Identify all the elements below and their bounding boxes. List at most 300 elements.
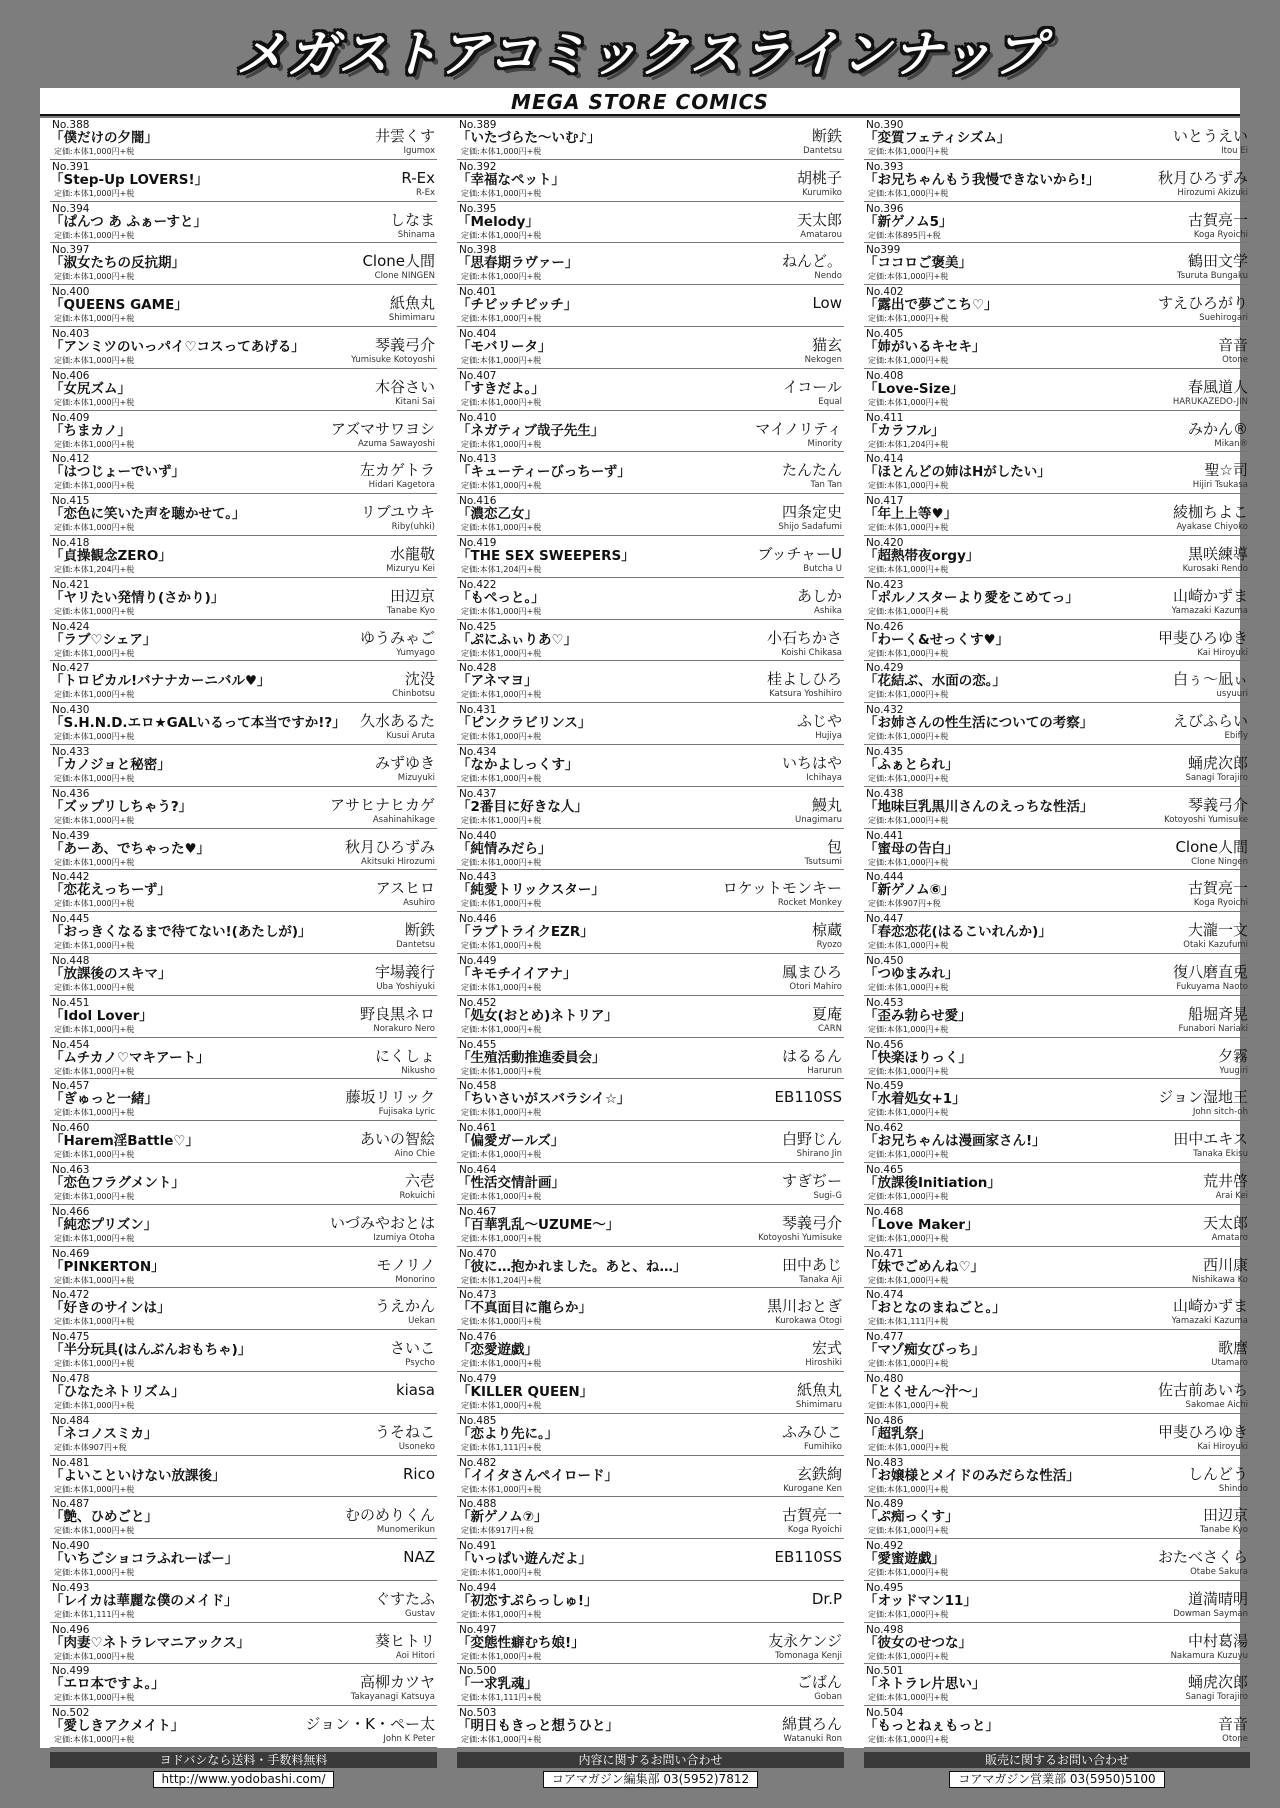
comic-price: 定価:本体1,000円+税 [54, 1359, 135, 1369]
comic-author: リブユウキ [360, 503, 435, 522]
comic-title: 「ポルノスターより愛をこめてっ」 [864, 589, 1079, 606]
comic-price: 定価:本体1,000円+税 [868, 397, 949, 407]
comic-entry [457, 1121, 844, 1163]
comic-author: 田中エキス [1173, 1130, 1248, 1149]
comic-title: 「Love-Size」 [864, 380, 964, 397]
comic-title: 「純恋プリズン」 [50, 1216, 158, 1233]
comic-number: No.427 [52, 662, 90, 675]
comic-price: 定価:本体1,000円+税 [54, 1400, 135, 1410]
comic-author: ブッチャーU [757, 544, 842, 563]
comic-author: Low [812, 294, 842, 313]
comic-title: 「変態性癖むち娘!」 [457, 1634, 585, 1651]
comic-title: 「愛しきアクメイト」 [50, 1718, 185, 1735]
comic-number: No.446 [459, 913, 497, 926]
comic-author: いづみやおとは [329, 1213, 435, 1232]
comic-number: No.441 [866, 829, 904, 842]
comic-title: 「Idol Lover」 [50, 1007, 153, 1024]
comic-price: 定価:本体1,000円+税 [461, 815, 542, 825]
comic-number: No.435 [866, 745, 904, 758]
comic-price: 定価:本体1,000円+税 [54, 523, 135, 533]
comic-number: No.398 [459, 244, 497, 257]
comic-title: 「つゆまみれ」 [864, 965, 959, 982]
comic-author-romaji: Clone Ningen [1191, 856, 1248, 867]
comic-entry [50, 787, 437, 829]
comic-title: 「ネトラレ片思い」 [864, 1676, 986, 1693]
comic-number: No.428 [459, 662, 497, 675]
comic-author-romaji: Otabe Sakura [1190, 1567, 1248, 1578]
comic-price: 定価:本体1,000円+税 [461, 1651, 542, 1661]
comic-title: 「新ゲノム⑦」 [457, 1509, 548, 1526]
comic-title: 「QUEENS GAME」 [50, 297, 188, 314]
comic-number: No.429 [866, 662, 904, 675]
comic-number: No.437 [459, 787, 497, 800]
comic-author-romaji: CARN [817, 1023, 842, 1034]
comic-entry [50, 954, 437, 996]
comic-author: 断鉄 [404, 921, 435, 940]
comic-author: 桂よしひろ [766, 670, 842, 689]
comic-number: No.391 [52, 160, 90, 173]
comic-title: 「レイカは華麗な僕のメイド」 [50, 1592, 238, 1609]
comic-author: 友永ケンジ [768, 1631, 842, 1650]
comic-author: 甲斐ひろゆき [1157, 1422, 1248, 1441]
comic-author: EB110SS [774, 1548, 842, 1567]
comic-title: 「わーく&せっくす♥」 [864, 631, 1010, 648]
comic-entry [457, 954, 844, 996]
comic-author-romaji: Sugi-G [813, 1190, 842, 1201]
comic-entry [864, 1581, 1250, 1623]
comic-title: 「明日もきっと想うひと」 [457, 1718, 619, 1735]
comic-price: 定価:本体1,000円+税 [54, 1108, 135, 1118]
comic-author: EB110SS [774, 1088, 842, 1107]
comic-number: No.420 [866, 536, 904, 549]
comic-author-romaji: Riby(uhki) [391, 522, 435, 533]
comic-price: 定価:本体1,000円+税 [461, 1609, 542, 1619]
comic-number: No.460 [52, 1122, 90, 1135]
comic-title: 「アンミツのいっパイ♡コスってあげる」 [50, 338, 305, 355]
comic-price: 定価:本体1,000円+税 [461, 941, 542, 951]
comic-author: 琴義弓介 [374, 335, 435, 354]
footer-label: 販売に関するお問い合わせ [864, 1752, 1250, 1768]
comic-title: 「おとなのまねごと。」 [864, 1300, 1006, 1317]
comic-price: 定価:本体1,000円+税 [54, 1233, 135, 1243]
comic-number: No.389 [459, 119, 497, 131]
comic-number: No.433 [52, 745, 90, 758]
comic-entry [457, 661, 844, 703]
comic-author: 紙魚丸 [389, 294, 435, 313]
comic-number: No.467 [459, 1205, 497, 1218]
comic-author: ジョン湿地王 [1158, 1088, 1248, 1107]
comic-title: 「PINKERTON」 [50, 1258, 165, 1275]
comic-title: 「オッドマン11」 [864, 1592, 977, 1609]
comic-entry [457, 411, 844, 453]
comic-number: No.503 [459, 1707, 497, 1720]
comic-number: No.396 [866, 202, 904, 215]
comic-price: 定価:本体1,111円+税 [461, 1442, 542, 1452]
comic-price: 定価:本体1,000円+税 [868, 773, 949, 783]
comic-number: No.417 [866, 495, 904, 508]
comic-author: ゆうみゃご [359, 628, 435, 647]
comic-number: No.445 [52, 913, 90, 926]
comic-author-romaji: Kurosaki Rendo [1182, 563, 1248, 574]
comic-price: 定価:本体1,000円+税 [461, 1024, 542, 1034]
comic-author-romaji: Funabori Nariaki [1178, 1023, 1248, 1034]
comic-author: 佐古前あいち [1157, 1380, 1248, 1399]
comic-title: 「Step-Up LOVERS!」 [50, 171, 209, 188]
comic-entry [457, 745, 844, 787]
comic-number: No.442 [52, 871, 90, 884]
comic-author-romaji: Nishikawa Ko [1191, 1274, 1248, 1285]
comic-price: 定価:本体1,000円+税 [461, 1191, 542, 1201]
comic-title: 「彼に…抱かれました。あと、ね…」 [457, 1258, 687, 1275]
comic-author: 夕霧 [1217, 1046, 1248, 1065]
comic-author-romaji: Yumyago [396, 647, 435, 658]
comic-price: 定価:本体1,000円+税 [461, 606, 542, 616]
comic-entry [457, 452, 844, 494]
comic-number: No.388 [52, 119, 90, 131]
comic-number: No.480 [866, 1372, 904, 1385]
comic-title: 「よいこといけない放課後」 [50, 1467, 226, 1484]
comic-author-romaji: Kai Hiroyuki [1197, 647, 1248, 658]
comic-entry [50, 1288, 437, 1330]
comic-author-romaji: Amatarou [800, 229, 842, 240]
comic-price: 定価:本体1,000円+税 [461, 1317, 542, 1327]
comic-entry [457, 202, 844, 244]
comic-author: 田辺京 [1202, 1506, 1248, 1525]
comic-title: 「変質フェティシズム」 [864, 130, 1011, 146]
comic-author: 古賀亮一 [781, 1506, 842, 1525]
comic-price: 定価:本体1,000円+税 [868, 1609, 949, 1619]
comic-number: No.487 [52, 1498, 90, 1511]
comic-number: No.418 [52, 536, 90, 549]
comic-author: いちはや [781, 753, 842, 772]
comic-author-romaji: Rocket Monkey [777, 898, 842, 909]
catalog-page [40, 0, 1248, 1808]
comic-author-romaji: Kotoyoshi Yumisuke [758, 1232, 842, 1243]
comic-author-romaji: Igumox [403, 146, 435, 156]
comic-title: 「新ゲノム⑥」 [864, 882, 955, 899]
comic-number: No.410 [459, 411, 497, 424]
comic-price: 定価:本体1,000円+税 [54, 982, 135, 992]
comic-title: 「愛蜜遊戯」 [864, 1551, 945, 1568]
comic-author-romaji: Utamaro [1211, 1358, 1248, 1369]
comic-author: 鶴田文学 [1187, 252, 1248, 271]
comic-author-romaji: Hidari Kagetora [368, 480, 435, 491]
lineup-column [864, 118, 1250, 1748]
comic-number: No.481 [52, 1456, 90, 1469]
comic-author-romaji: Koga Ryoichi [1193, 229, 1248, 240]
comic-author-romaji: Sakomae Aichi [1185, 1399, 1248, 1410]
comic-price: 定価:本体1,204円+税 [461, 564, 542, 574]
comic-title: 「ズップリしちゃう?」 [50, 798, 193, 815]
comic-price: 定価:本体907円+税 [54, 1442, 127, 1452]
comic-author: 黒咲練導 [1187, 544, 1248, 563]
comic-entry [864, 578, 1250, 620]
comic-number: No.476 [459, 1331, 497, 1344]
comic-number: No.440 [459, 829, 497, 842]
comic-number: No.490 [52, 1540, 90, 1553]
page-title: メガストアコミックスラインナップ [236, 25, 1044, 83]
comic-entry [457, 369, 844, 411]
comic-price: 定価:本体1,000円+税 [868, 272, 949, 282]
comic-price: 定価:本体1,000円+税 [868, 815, 949, 825]
comic-entry [457, 243, 844, 285]
comic-number: No.461 [459, 1122, 497, 1135]
comic-number: No.426 [866, 620, 904, 633]
comic-price: 定価:本体1,000円+税 [54, 773, 135, 783]
comic-price: 定価:本体1,000円+税 [868, 1108, 949, 1118]
comic-price: 定価:本体1,000円+税 [461, 355, 542, 365]
comic-author-romaji: Otori Mahiro [789, 981, 842, 992]
comic-price: 定価:本体1,000円+税 [868, 1442, 949, 1452]
comic-author: 包 [826, 837, 842, 856]
comic-number: No.494 [459, 1581, 497, 1594]
comic-number: No.407 [459, 369, 497, 382]
comic-entry [457, 1288, 844, 1330]
comic-author: 道満晴明 [1187, 1589, 1248, 1608]
comic-number: No.436 [52, 787, 90, 800]
comic-author-romaji: R-Ex [415, 187, 435, 198]
comic-number: No.444 [866, 871, 904, 884]
comic-number: No.498 [866, 1623, 904, 1636]
comic-author: 琴義弓介 [781, 1213, 842, 1232]
comic-author-romaji: HARUKAZEDO-JIN [1172, 396, 1248, 407]
comic-title: 「Melody」 [457, 213, 539, 230]
comic-title: 「イイタさんペイロード」 [457, 1467, 619, 1484]
comic-number: No.484 [52, 1414, 90, 1427]
footer-label: 内容に関するお問い合わせ [457, 1752, 844, 1768]
comic-title: 「ほとんどの姉はHがしたい」 [864, 464, 1051, 481]
comic-author: Rico [402, 1464, 435, 1483]
comic-title: 「もっとねぇもっと」 [864, 1718, 999, 1735]
comic-number: No.479 [459, 1372, 497, 1385]
comic-number: No.462 [866, 1122, 904, 1135]
comic-entry [457, 870, 844, 912]
comic-price: 定価:本体1,000円+税 [868, 732, 949, 742]
comic-entry [864, 452, 1250, 494]
comic-title: 「不真面目に龍らか」 [457, 1300, 592, 1317]
comic-number: No.448 [52, 954, 90, 967]
comic-author-romaji: Yumisuke Kotoyoshi [351, 354, 435, 365]
comic-title: 「ちまカノ」 [50, 422, 131, 439]
comic-author: 歌麿 [1217, 1339, 1248, 1358]
comic-number: No.470 [459, 1247, 497, 1260]
comic-entry [50, 1079, 437, 1121]
comic-entry [50, 1623, 437, 1665]
comic-author-romaji: Hirozumi Akizuki [1177, 187, 1248, 198]
comic-entry [864, 1163, 1250, 1205]
comic-author-romaji: Dantetsu [803, 146, 842, 156]
comic-author-romaji: Harurun [807, 1065, 842, 1076]
comic-price: 定価:本体1,000円+税 [868, 1066, 949, 1076]
comic-entry [50, 1372, 437, 1414]
comic-author: R-Ex [401, 168, 435, 187]
comic-author: おたべさくら [1157, 1548, 1248, 1567]
comic-entry [50, 452, 437, 494]
comic-price: 定価:本体1,000円+税 [461, 147, 542, 156]
comic-number: No.419 [459, 536, 497, 549]
comic-author-romaji: Usoneko [398, 1441, 435, 1452]
comic-number: No.411 [866, 411, 904, 424]
comic-author-romaji: Nikusho [401, 1065, 435, 1076]
comic-price: 定価:本体1,000円+税 [54, 857, 135, 867]
comic-entry [457, 327, 844, 369]
comic-price: 定価:本体1,000円+税 [54, 1275, 135, 1285]
comic-price: 定価:本体1,000円+税 [54, 397, 135, 407]
comic-entry [864, 1121, 1250, 1163]
comic-entry [864, 912, 1250, 954]
comic-price: 定価:本体1,111円+税 [461, 1693, 542, 1703]
comic-entry [864, 829, 1250, 871]
comic-number: No.423 [866, 578, 904, 591]
comic-author-romaji: Shijo Sadafumi [778, 522, 842, 533]
comic-entry [864, 202, 1250, 244]
comic-number: No.443 [459, 871, 497, 884]
footer-url-link[interactable]: http://www.yodobashi.com/ [153, 1771, 335, 1788]
comic-number: No.406 [52, 369, 90, 382]
comic-price: 定価:本体1,000円+税 [868, 523, 949, 533]
comic-entry [50, 1330, 437, 1372]
comic-entry [457, 1623, 844, 1665]
comic-entry [457, 118, 844, 160]
comic-entry [50, 536, 437, 578]
comic-entry [864, 285, 1250, 327]
comic-author: うえかん [374, 1297, 435, 1316]
comic-price: 定価:本体1,000円+税 [868, 1359, 949, 1369]
comic-price: 定価:本体1,000円+税 [54, 272, 135, 282]
comic-entry [864, 620, 1250, 662]
comic-author-romaji: Kurogane Ken [783, 1483, 842, 1494]
comic-price: 定価:本体1,000円+税 [461, 1735, 542, 1745]
comic-price: 定価:本体1,000円+税 [868, 1735, 949, 1745]
comic-entry [50, 578, 437, 620]
comic-entry [864, 954, 1250, 996]
lineup-column [50, 118, 437, 1748]
comic-price: 定価:本体1,000円+税 [461, 188, 542, 198]
comic-price: 定価:本体1,000円+税 [461, 1150, 542, 1160]
comic-entry [50, 829, 437, 871]
comic-author-romaji: Takayanagi Katsuya [350, 1692, 435, 1703]
comic-number: No.466 [52, 1205, 90, 1218]
comic-author: 沈没 [404, 670, 435, 689]
comic-number: No.489 [866, 1498, 904, 1511]
comic-title: 「肉妻♡ネトラレマニアックス」 [50, 1634, 251, 1651]
comic-title: 「お姉さんの性生活についての考察」 [864, 715, 1094, 732]
comic-number: No.397 [52, 244, 90, 257]
comic-author-romaji: Koga Ryoichi [787, 1525, 842, 1536]
comic-title: 「生殖活動推進委員会」 [457, 1049, 606, 1066]
comic-entry [864, 1205, 1250, 1247]
comic-author-romaji: Kotoyoshi Yumisuke [1164, 814, 1248, 825]
comic-author-romaji: Otone [1222, 1734, 1248, 1745]
comic-price: 定価:本体1,000円+税 [461, 648, 542, 658]
comic-author: ふみひこ [781, 1422, 842, 1441]
comic-entry [457, 1247, 844, 1289]
comic-author: 天太郎 [796, 210, 842, 229]
comic-number: No.402 [866, 286, 904, 299]
comic-author-romaji: Tanabe Kyo [1199, 1525, 1248, 1536]
comic-number: No.465 [866, 1163, 904, 1176]
comic-number: No.400 [52, 286, 90, 299]
comic-author-romaji: Tanaka Aji [799, 1274, 842, 1285]
comic-price: 定価:本体1,000円+税 [868, 147, 949, 156]
comic-author: うそねこ [374, 1422, 435, 1441]
comic-price: 定価:本体1,000円+税 [868, 857, 949, 867]
comic-author-romaji: John sitch-oh [1192, 1107, 1248, 1118]
comic-price: 定価:本体1,000円+税 [54, 1735, 135, 1745]
comic-author: 四条定史 [781, 503, 842, 522]
comic-title: 「歪み勃らせ愛」 [864, 1007, 972, 1024]
comic-author: Clone人間 [1175, 837, 1248, 856]
comic-author: ジョン・K・ペー太 [305, 1715, 435, 1734]
comic-author: Dr.P [811, 1589, 842, 1608]
comic-author: しんどう [1187, 1464, 1248, 1483]
comic-price: 定価:本体1,000円+税 [54, 1526, 135, 1536]
comic-number: No.468 [866, 1205, 904, 1218]
comic-author: ロケットモンキー [722, 879, 842, 898]
comic-price: 定価:本体1,204円+税 [54, 564, 135, 574]
comic-title: 「おっきくなるまで待てない!(あたしが)」 [50, 924, 312, 941]
comic-author: 夏庵 [811, 1004, 842, 1023]
comic-author-romaji: Otone [1222, 354, 1248, 365]
comic-price: 定価:本体1,000円+税 [54, 230, 135, 240]
comic-author: 蛹虎次郎 [1187, 1673, 1248, 1692]
comic-title: 「KILLER QUEEN」 [457, 1383, 594, 1400]
comic-entry [50, 912, 437, 954]
comic-price: 定価:本体1,000円+税 [54, 439, 135, 449]
comic-entry [864, 160, 1250, 202]
comic-price: 定価:本体1,000円+税 [54, 481, 135, 491]
comic-author: 水龍敬 [389, 544, 435, 563]
comic-entry [864, 1372, 1250, 1414]
comic-price: 定価:本体1,000円+税 [54, 1317, 135, 1327]
comic-author-romaji: Tanabe Kyo [386, 605, 435, 616]
comic-author: 断鉄 [811, 127, 842, 145]
comic-price: 定価:本体1,111円+税 [54, 1609, 135, 1619]
comic-price: 定価:本体1,000円+税 [461, 439, 542, 449]
comic-author-romaji: Itou Ei [1221, 146, 1248, 156]
comic-author: ねんど。 [781, 252, 842, 271]
comic-author-romaji: Sanagi Torajiro [1185, 1692, 1248, 1703]
comic-author-romaji: Yuugiri [1219, 1065, 1248, 1076]
comic-number: No.408 [866, 369, 904, 382]
comic-author-romaji: Ryozo [816, 940, 842, 951]
comic-title: 「好きのサインは」 [50, 1300, 171, 1317]
comic-entry [864, 996, 1250, 1038]
comic-entry [457, 536, 844, 578]
comic-number: No.488 [459, 1498, 497, 1511]
comic-price: 定価:本体1,000円+税 [461, 397, 542, 407]
comic-author: 久水あるた [359, 712, 435, 731]
comic-author: 古賀亮一 [1187, 210, 1248, 229]
comic-author: 綾枷ちよこ [1172, 503, 1248, 522]
comic-number: No.499 [52, 1665, 90, 1678]
comic-title: 「あーあ、でちゃった♥」 [50, 840, 211, 857]
comic-number: No.432 [866, 704, 904, 717]
comic-author-romaji: Akitsuki Hirozumi [361, 856, 435, 867]
comic-number: No.493 [52, 1581, 90, 1594]
comic-number: No.500 [459, 1665, 497, 1678]
comic-number: No.416 [459, 495, 497, 508]
comic-author-romaji: Kai Hiroyuki [1197, 1441, 1248, 1452]
comic-price: 定価:本体1,000円+税 [54, 314, 135, 324]
comic-title: 「女尻ズム」 [50, 380, 131, 397]
comic-price: 定価:本体1,000円+税 [54, 1484, 135, 1494]
comic-price: 定価:本体1,000円+税 [868, 1568, 949, 1578]
page-subtitle: MEGA STORE COMICS [40, 88, 1240, 116]
comic-title: 「超熱帯夜orgy」 [864, 547, 980, 564]
comic-author-romaji: Nekogen [804, 354, 842, 365]
comic-entry [50, 1581, 437, 1623]
